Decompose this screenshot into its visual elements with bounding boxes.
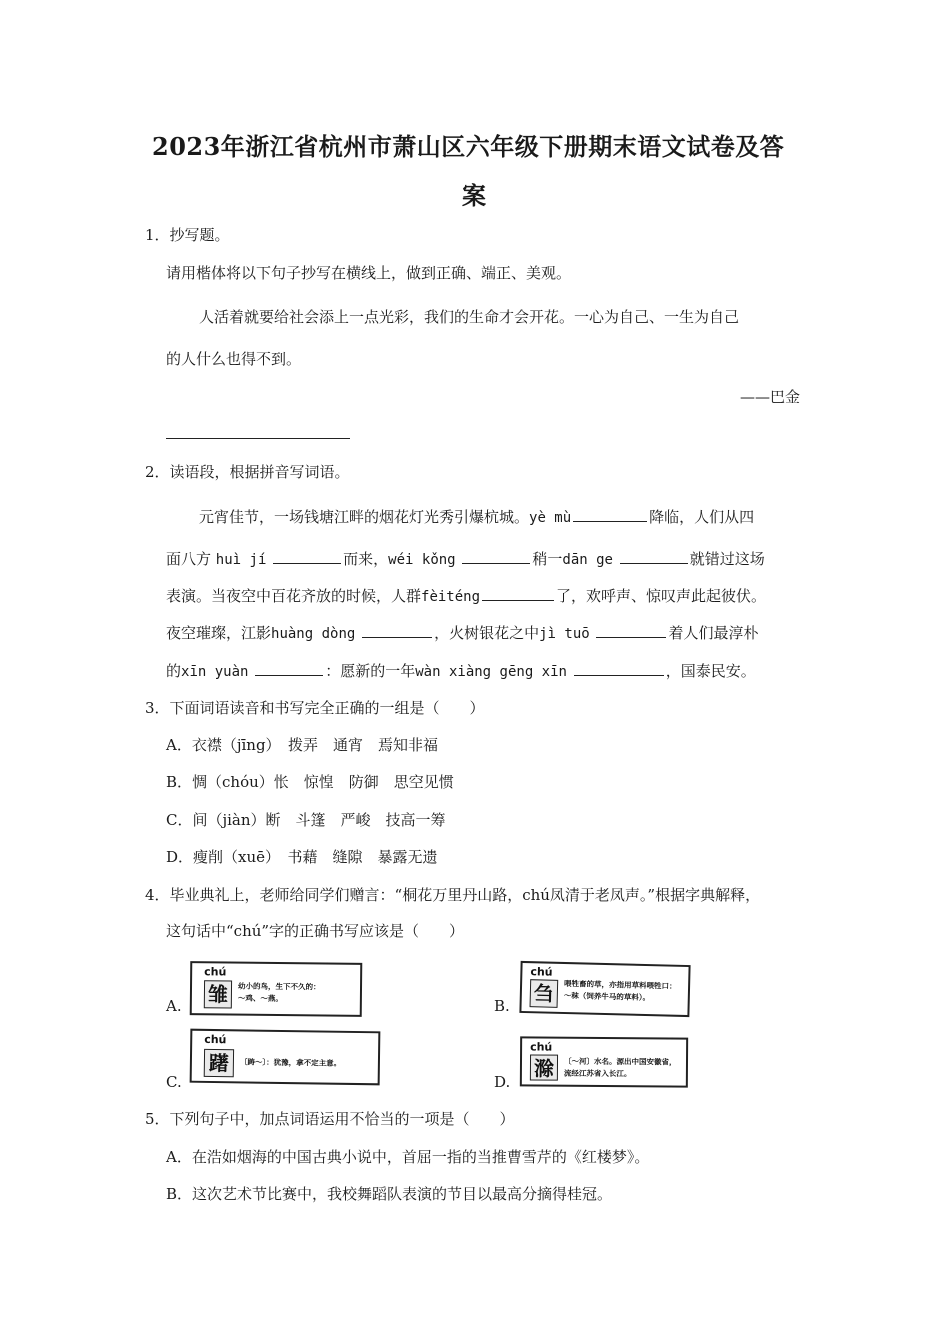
q2-text: ：愿新的一年 xyxy=(325,662,416,680)
document-title-line1: 2023年浙江省杭州市萧山区六年级下册期末语文试卷及答 xyxy=(152,132,785,161)
card-pinyin: chú xyxy=(530,1040,553,1054)
q2-text: 就错过这场 xyxy=(689,550,765,568)
q2-text: 元宵佳节，一场钱塘江畔的烟花灯光秀引爆杭城。 xyxy=(199,508,530,526)
q1-quote-line1: 人活着就要给社会添上一点光彩，我们的生命才会开花。一心为自己、一生为自己 xyxy=(199,308,740,326)
pinyin-yemu: yè mù xyxy=(529,510,572,526)
card-definition: 〔～河〕水名。源出中国安徽省， 流经江苏省入长江。 xyxy=(563,1056,677,1079)
q2-line4 xyxy=(166,622,758,643)
q2-text: 稍一 xyxy=(532,550,563,568)
blank-xinyuan[interactable] xyxy=(255,674,323,676)
pinyin-dange: dān ge xyxy=(562,552,613,568)
q1-stem: 1．抄写题。 xyxy=(145,226,230,244)
card-definition: 喂牲畜的草，亦指用草料喂牲口： ～秣（饲养牛马的草料）。 xyxy=(563,979,677,1003)
blank-jituo[interactable] xyxy=(596,636,666,638)
q3-stem: 3．下面词语读音和书写完全正确的一组是（ ） xyxy=(145,699,485,717)
q2-line2 xyxy=(166,548,765,569)
q1-instruction: 请用楷体将以下句子抄写在横线上，做到正确、端正、美观。 xyxy=(166,264,572,282)
blank-feiteng[interactable] xyxy=(482,599,554,601)
pinyin-wanxiang: wàn xiàng gēng xīn xyxy=(415,664,567,680)
q4-option-a-label[interactable]: A. xyxy=(166,997,182,1015)
card-pinyin: chú xyxy=(204,965,227,979)
q2-text: ，火树银花之中 xyxy=(434,624,540,642)
q4-option-b-label[interactable]: B. xyxy=(494,997,510,1015)
card-character: 刍 xyxy=(530,979,559,1008)
pinyin-huiji: huì jí xyxy=(215,552,267,568)
card-character: 躇 xyxy=(204,1049,234,1077)
q5-stem: 5．下列句子中，加点词语运用不恰当的一项是（ ） xyxy=(145,1110,515,1128)
blank-yemu[interactable] xyxy=(573,520,647,522)
blank-huangdong[interactable] xyxy=(362,636,432,638)
q1-author: ——巴金 xyxy=(740,388,801,406)
q4-option-c-card[interactable] xyxy=(190,1029,381,1086)
q4-option-c-label[interactable]: C. xyxy=(166,1073,182,1091)
q5-option-a[interactable]: A．在浩如烟海的中国古典小说中，首屈一指的当推曹雪芹的《红楼梦》。 xyxy=(166,1148,650,1166)
blank-dange[interactable] xyxy=(620,562,688,564)
q2-line1 xyxy=(199,506,754,527)
card-definition: 〔踌～〕：犹豫，拿不定主意。 xyxy=(239,1057,342,1068)
blank-huiji[interactable] xyxy=(273,562,341,564)
card-character: 滁 xyxy=(530,1054,558,1080)
q4-stem-line2: 这句话中“chú”字的正确书写应该是（ ） xyxy=(166,922,465,940)
q2-text: 着人们最淳朴 xyxy=(668,624,759,642)
q1-quote-line2: 的人什么也得不到。 xyxy=(166,350,302,368)
card-pinyin: chú xyxy=(530,965,553,979)
pinyin-huangdong: huàng dòng xyxy=(271,626,356,642)
q2-text: ，国泰民安。 xyxy=(665,662,756,680)
card-pinyin: chú xyxy=(204,1032,227,1047)
q3-option-c[interactable]: C．间（jiàn）断 斗篷 严峻 技高一筹 xyxy=(166,811,446,829)
pinyin-jituo: jì tuō xyxy=(539,626,590,642)
q2-line5 xyxy=(166,660,756,681)
q2-line3 xyxy=(166,585,766,606)
q2-text: 面八方 xyxy=(166,550,212,568)
q4-option-b-card[interactable] xyxy=(519,961,690,1017)
q2-text: 夜空璀璨，江影 xyxy=(166,624,272,642)
q2-text: 的 xyxy=(166,662,182,680)
blank-wanxiang[interactable] xyxy=(574,674,664,676)
q4-stem-line1: 4．毕业典礼上，老师给同学们赠言：“桐花万里丹山路，chú凤清于老凤声。”根据字典解释， xyxy=(145,886,761,904)
q4-option-d-card[interactable] xyxy=(520,1036,688,1087)
q3-option-b[interactable]: B．惆（chóu）怅 惊惶 防御 思空见惯 xyxy=(166,773,454,791)
q2-text: 了，欢呼声、惊叹声此起彼伏。 xyxy=(556,587,767,605)
card-definition: 幼小的鸟，生下不久的： ～鸡、～燕。 xyxy=(237,981,321,1004)
q5-option-b[interactable]: B．这次艺术节比赛中，我校舞蹈队表演的节目以最高分摘得桂冠。 xyxy=(166,1185,613,1203)
q1-answer-line[interactable] xyxy=(166,438,350,439)
q2-text: 而来， xyxy=(343,550,389,568)
q3-option-a[interactable]: A．衣襟（jīng） 拨弄 通宵 焉知非福 xyxy=(166,736,439,754)
pinyin-xinyuan: xīn yuàn xyxy=(181,664,249,680)
q2-text: 表演。当夜空中百花齐放的时候，人群 xyxy=(166,587,422,605)
pinyin-weikong: wéi kǒng xyxy=(388,552,456,568)
q4-option-a-card[interactable] xyxy=(190,961,363,1017)
q3-option-d[interactable]: D．瘦削（xuē） 书藉 缝隙 暴露无遗 xyxy=(166,848,438,866)
q2-text: 降临，人们从四 xyxy=(649,508,755,526)
blank-weikong[interactable] xyxy=(462,562,530,564)
card-character: 雏 xyxy=(204,980,232,1008)
document-title-line2: 案 xyxy=(462,181,487,210)
q4-option-d-label[interactable]: D. xyxy=(494,1073,511,1091)
pinyin-feiteng: fèiténg xyxy=(421,589,481,605)
q2-stem: 2．读语段，根据拼音写词语。 xyxy=(145,463,350,481)
